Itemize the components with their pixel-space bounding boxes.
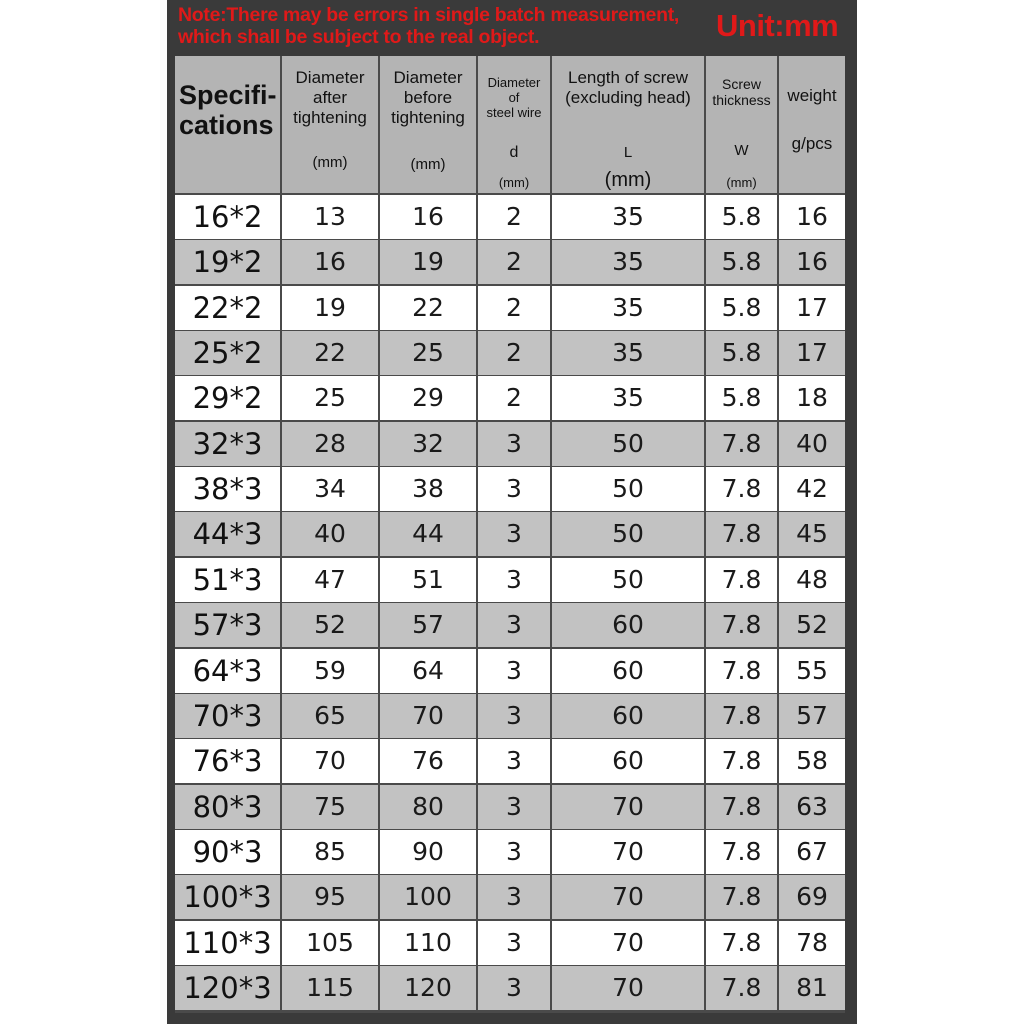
header-title-line: before bbox=[403, 88, 453, 107]
header-title bbox=[282, 68, 378, 128]
cell-weight: 81 bbox=[779, 966, 845, 1010]
cell-dia-before: 51 bbox=[380, 558, 476, 602]
cell-wire-dia: 2 bbox=[478, 286, 550, 330]
table-row bbox=[175, 195, 845, 239]
cell-spec: 64*3 bbox=[175, 649, 280, 693]
cell-screw-length: 60 bbox=[552, 694, 704, 738]
cell-wire-dia: 3 bbox=[478, 649, 550, 693]
table-row bbox=[175, 558, 845, 602]
cell-screw-thickness: 5.8 bbox=[706, 376, 777, 420]
cell-spec: 70*3 bbox=[175, 694, 280, 738]
cell-dia-before: 29 bbox=[380, 376, 476, 420]
cell-weight: 57 bbox=[779, 694, 845, 738]
cell-dia-after: 22 bbox=[282, 331, 378, 375]
cell-wire-dia: 2 bbox=[478, 331, 550, 375]
cell-screw-length: 50 bbox=[552, 467, 704, 511]
cell-dia-before: 76 bbox=[380, 739, 476, 783]
cell-screw-thickness: 5.8 bbox=[706, 286, 777, 330]
cell-weight: 63 bbox=[779, 785, 845, 829]
table-row bbox=[175, 875, 845, 919]
cell-screw-length: 50 bbox=[552, 512, 704, 556]
cell-wire-dia: 3 bbox=[478, 694, 550, 738]
cell-dia-after: 16 bbox=[282, 240, 378, 284]
header-title bbox=[779, 86, 845, 106]
header-spec bbox=[175, 56, 280, 193]
table-row bbox=[175, 376, 845, 420]
cell-dia-before: 64 bbox=[380, 649, 476, 693]
cell-weight: 48 bbox=[779, 558, 845, 602]
table-row bbox=[175, 467, 845, 511]
header-title-line: tightening bbox=[293, 108, 367, 127]
cell-dia-after: 115 bbox=[282, 966, 378, 1010]
header-title bbox=[380, 68, 476, 128]
header-title bbox=[706, 76, 777, 108]
cell-weight: 18 bbox=[779, 376, 845, 420]
cell-weight: 16 bbox=[779, 240, 845, 284]
header-title-line: Diameter bbox=[393, 68, 463, 87]
cell-weight: 69 bbox=[779, 875, 845, 919]
cell-dia-before: 80 bbox=[380, 785, 476, 829]
cell-screw-length: 70 bbox=[552, 921, 704, 965]
cell-dia-after: 19 bbox=[282, 286, 378, 330]
header-unit: (mm) bbox=[410, 156, 446, 173]
cell-dia-after: 105 bbox=[282, 921, 378, 965]
cell-dia-before: 16 bbox=[380, 195, 476, 239]
cell-dia-before: 110 bbox=[380, 921, 476, 965]
cell-weight: 78 bbox=[779, 921, 845, 965]
cell-screw-thickness: 7.8 bbox=[706, 558, 777, 602]
cell-screw-thickness: 7.8 bbox=[706, 649, 777, 693]
cell-spec: 38*3 bbox=[175, 467, 280, 511]
cell-spec: 110*3 bbox=[175, 921, 280, 965]
cell-dia-before: 70 bbox=[380, 694, 476, 738]
table-row bbox=[175, 603, 845, 647]
header-title bbox=[552, 68, 704, 108]
cell-dia-after: 70 bbox=[282, 739, 378, 783]
cell-weight: 67 bbox=[779, 830, 845, 874]
cell-wire-dia: 3 bbox=[478, 921, 550, 965]
header-screw-length bbox=[552, 56, 704, 193]
table-row bbox=[175, 739, 845, 783]
cell-dia-before: 120 bbox=[380, 966, 476, 1010]
header-title-line: steel wire bbox=[486, 105, 542, 120]
unit-label: Unit:mm bbox=[716, 8, 839, 43]
table-row bbox=[175, 240, 845, 284]
cell-wire-dia: 3 bbox=[478, 966, 550, 1010]
table-header bbox=[175, 56, 845, 194]
cell-wire-dia: 3 bbox=[478, 830, 550, 874]
cell-dia-after: 59 bbox=[282, 649, 378, 693]
header-unit: (mm) bbox=[604, 169, 652, 191]
cell-weight: 52 bbox=[779, 603, 845, 647]
cell-dia-after: 75 bbox=[282, 785, 378, 829]
header-screw-thickness bbox=[706, 56, 777, 193]
cell-dia-before: 100 bbox=[380, 875, 476, 919]
cell-wire-dia: 3 bbox=[478, 422, 550, 466]
cell-spec: 57*3 bbox=[175, 603, 280, 647]
cell-weight: 58 bbox=[779, 739, 845, 783]
header-title bbox=[478, 75, 550, 120]
cell-spec: 16*2 bbox=[175, 195, 280, 239]
table-row bbox=[175, 331, 845, 375]
cell-wire-dia: 2 bbox=[478, 195, 550, 239]
header-title-line: Screw bbox=[722, 76, 761, 92]
cell-dia-after: 13 bbox=[282, 195, 378, 239]
cell-weight: 17 bbox=[779, 331, 845, 375]
cell-screw-thickness: 7.8 bbox=[706, 921, 777, 965]
header-title-line: Diameter bbox=[295, 68, 365, 87]
cell-screw-thickness: 7.8 bbox=[706, 785, 777, 829]
cell-spec: 22*2 bbox=[175, 286, 280, 330]
measurement-note bbox=[178, 4, 708, 48]
header-symbol: L bbox=[623, 144, 633, 161]
cell-screw-length: 70 bbox=[552, 966, 704, 1010]
cell-weight: 17 bbox=[779, 286, 845, 330]
cell-dia-after: 40 bbox=[282, 512, 378, 556]
cell-screw-thickness: 5.8 bbox=[706, 331, 777, 375]
cell-spec: 29*2 bbox=[175, 376, 280, 420]
header-title-line: Specifi- bbox=[179, 80, 277, 110]
cell-dia-before: 32 bbox=[380, 422, 476, 466]
header-title-line: tightening bbox=[391, 108, 465, 127]
header-wire-dia bbox=[478, 56, 550, 193]
cell-weight: 40 bbox=[779, 422, 845, 466]
cell-spec: 51*3 bbox=[175, 558, 280, 602]
cell-wire-dia: 2 bbox=[478, 240, 550, 284]
cell-spec: 80*3 bbox=[175, 785, 280, 829]
cell-wire-dia: 3 bbox=[478, 558, 550, 602]
cell-wire-dia: 3 bbox=[478, 785, 550, 829]
cell-dia-after: 47 bbox=[282, 558, 378, 602]
cell-dia-before: 38 bbox=[380, 467, 476, 511]
cell-screw-thickness: 7.8 bbox=[706, 694, 777, 738]
header-title-line: of bbox=[508, 90, 520, 105]
cell-spec: 100*3 bbox=[175, 875, 280, 919]
header-symbol: g/pcs bbox=[791, 134, 833, 153]
cell-screw-thickness: 5.8 bbox=[706, 195, 777, 239]
header-unit: (mm) bbox=[498, 175, 530, 190]
table-row bbox=[175, 286, 845, 330]
header-unit: (mm) bbox=[312, 154, 348, 171]
cell-screw-length: 60 bbox=[552, 649, 704, 693]
cell-dia-before: 57 bbox=[380, 603, 476, 647]
table-row bbox=[175, 422, 845, 466]
cell-wire-dia: 3 bbox=[478, 875, 550, 919]
header-title-line: thickness bbox=[712, 92, 771, 108]
table-row bbox=[175, 694, 845, 738]
cell-wire-dia: 3 bbox=[478, 467, 550, 511]
header-title-line: Diameter bbox=[487, 75, 541, 90]
cell-weight: 45 bbox=[779, 512, 845, 556]
cell-weight: 16 bbox=[779, 195, 845, 239]
cell-spec: 90*3 bbox=[175, 830, 280, 874]
header-title-line: after bbox=[312, 88, 348, 107]
header-dia-before bbox=[380, 56, 476, 193]
cell-screw-thickness: 7.8 bbox=[706, 830, 777, 874]
cell-dia-after: 85 bbox=[282, 830, 378, 874]
cell-spec: 76*3 bbox=[175, 739, 280, 783]
cell-dia-after: 25 bbox=[282, 376, 378, 420]
cell-spec: 19*2 bbox=[175, 240, 280, 284]
spec-table bbox=[175, 56, 845, 1013]
header-title-line: Length of screw bbox=[567, 68, 688, 87]
header-unit: (mm) bbox=[726, 175, 757, 190]
note-line-1: Note:There may be errors in single batch measurement, bbox=[178, 4, 680, 26]
cell-dia-after: 52 bbox=[282, 603, 378, 647]
cell-screw-thickness: 7.8 bbox=[706, 512, 777, 556]
cell-screw-length: 70 bbox=[552, 830, 704, 874]
table-row bbox=[175, 512, 845, 556]
cell-spec: 44*3 bbox=[175, 512, 280, 556]
cell-dia-after: 95 bbox=[282, 875, 378, 919]
cell-wire-dia: 3 bbox=[478, 603, 550, 647]
cell-screw-length: 50 bbox=[552, 422, 704, 466]
header-symbol: W bbox=[734, 142, 749, 159]
cell-screw-thickness: 7.8 bbox=[706, 875, 777, 919]
cell-spec: 120*3 bbox=[175, 966, 280, 1010]
cell-dia-after: 34 bbox=[282, 467, 378, 511]
cell-screw-length: 60 bbox=[552, 739, 704, 783]
cell-wire-dia: 3 bbox=[478, 739, 550, 783]
cell-screw-thickness: 7.8 bbox=[706, 966, 777, 1010]
cell-screw-thickness: 7.8 bbox=[706, 739, 777, 783]
cell-weight: 55 bbox=[779, 649, 845, 693]
cell-wire-dia: 3 bbox=[478, 512, 550, 556]
header-title bbox=[175, 80, 280, 140]
cell-dia-before: 90 bbox=[380, 830, 476, 874]
table-row bbox=[175, 830, 845, 874]
cell-wire-dia: 2 bbox=[478, 376, 550, 420]
cell-screw-thickness: 7.8 bbox=[706, 422, 777, 466]
cell-dia-after: 65 bbox=[282, 694, 378, 738]
cell-screw-length: 60 bbox=[552, 603, 704, 647]
table-row bbox=[175, 921, 845, 965]
table-row bbox=[175, 966, 845, 1010]
cell-dia-before: 19 bbox=[380, 240, 476, 284]
header-title-line: weight bbox=[787, 86, 837, 105]
cell-screw-thickness: 7.8 bbox=[706, 467, 777, 511]
cell-screw-length: 35 bbox=[552, 376, 704, 420]
header-weight bbox=[779, 56, 845, 193]
cell-screw-length: 70 bbox=[552, 785, 704, 829]
cell-screw-length: 35 bbox=[552, 286, 704, 330]
cell-dia-after: 28 bbox=[282, 422, 378, 466]
cell-dia-before: 22 bbox=[380, 286, 476, 330]
table-row bbox=[175, 649, 845, 693]
table-row bbox=[175, 785, 845, 829]
cell-screw-thickness: 7.8 bbox=[706, 603, 777, 647]
cell-screw-thickness: 5.8 bbox=[706, 240, 777, 284]
cell-spec: 25*2 bbox=[175, 331, 280, 375]
cell-weight: 42 bbox=[779, 467, 845, 511]
cell-dia-before: 25 bbox=[380, 331, 476, 375]
cell-screw-length: 35 bbox=[552, 195, 704, 239]
cell-screw-length: 35 bbox=[552, 240, 704, 284]
header-symbol: d bbox=[509, 144, 519, 161]
cell-screw-length: 35 bbox=[552, 331, 704, 375]
note-line-2: which shall be subject to the real object. bbox=[178, 26, 540, 48]
header-dia-after bbox=[282, 56, 378, 193]
cell-screw-length: 70 bbox=[552, 875, 704, 919]
header-title-line: cations bbox=[179, 110, 274, 140]
cell-spec: 32*3 bbox=[175, 422, 280, 466]
header-title-line: (excluding head) bbox=[565, 88, 691, 107]
cell-dia-before: 44 bbox=[380, 512, 476, 556]
cell-screw-length: 50 bbox=[552, 558, 704, 602]
